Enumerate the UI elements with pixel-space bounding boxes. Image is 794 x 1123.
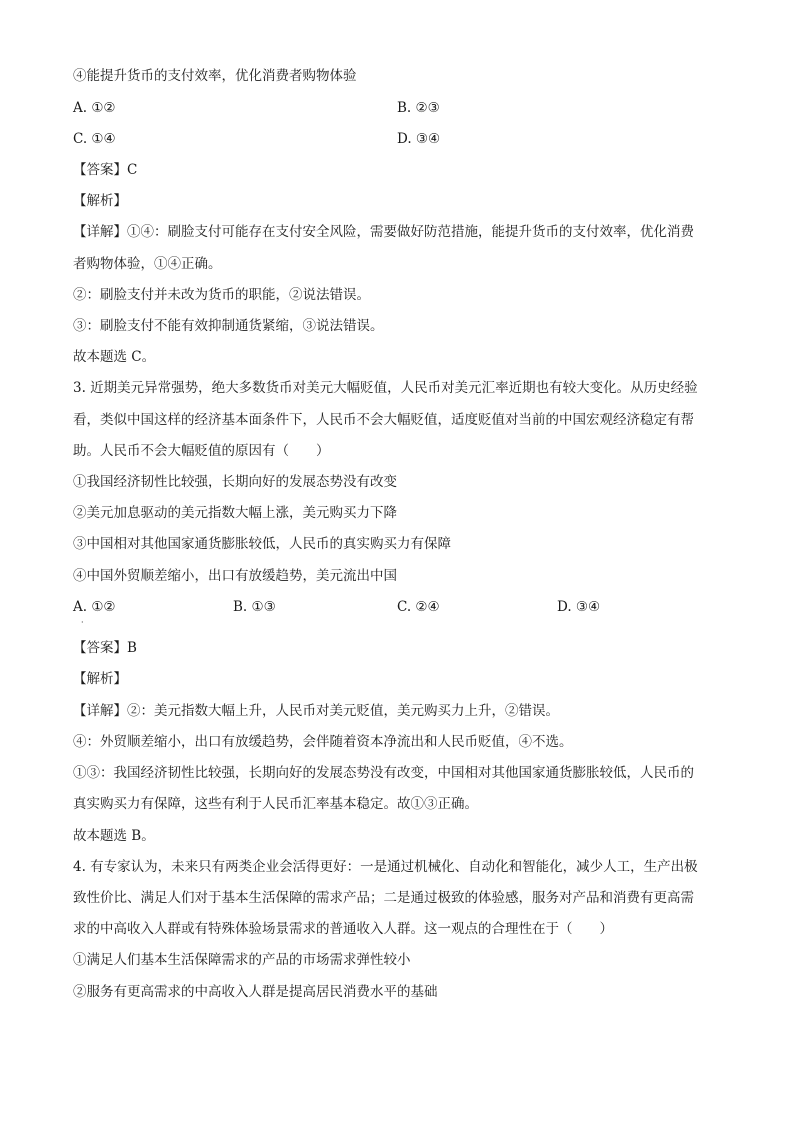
q4-stem-line-2: 致性价比、满足人们对于基本生活保障的需求产品；二是通过极致的体验感，服务对产品和消费有更高需 xyxy=(73,890,694,906)
q3-stem-line-1: 3. 近期美元异常强势，绝大多数货币对美元大幅贬值，人民币对美元汇率近期也有较大变化。从历史经验 xyxy=(73,380,698,396)
q3-option-4: ④中国外贸顺差缩小，出口有放缓趋势，美元流出中国 xyxy=(73,568,397,584)
q4-option-1: ①满足人们基本生活保障需求的产品的市场需求弹性较小 xyxy=(73,952,411,968)
q2-conclusion: 故本题选 C。 xyxy=(73,349,156,365)
q2-analysis-heading: 【解析】 xyxy=(73,193,127,209)
q2-choice-a: A. ①② xyxy=(73,100,116,116)
q3-analysis-heading: 【解析】 xyxy=(73,671,127,687)
q3-detail-line-1: 【详解】②：美元指数大幅上升，人民币对美元贬值，美元购买力上升，②错误。 xyxy=(73,703,559,719)
q3-detail-line-4: 真实购买力有保障，这些有利于人民币汇率基本稳定。故①③正确。 xyxy=(73,796,478,812)
q2-detail-line-3: ②：刷脸支付并未改为货币的职能，②说法错误。 xyxy=(73,287,370,303)
q3-stem-line-3: 助。人民币不会大幅贬值的原因有（ ） xyxy=(73,443,330,459)
q3-answer: 【答案】B xyxy=(73,640,137,656)
q3-choice-d: D. ③④ xyxy=(557,599,601,615)
stray-dot-mark: · xyxy=(81,618,84,627)
q2-choice-c: C. ①④ xyxy=(73,131,116,147)
q3-detail-line-3: ①③：我国经济韧性比较强，长期向好的发展态势没有改变，中国相对其他国家通货膨胀较低，人民币的 xyxy=(73,765,694,781)
q3-option-3: ③中国相对其他国家通货膨胀较低，人民币的真实购买力有保障 xyxy=(73,536,451,552)
q2-choice-d: D. ③④ xyxy=(397,131,441,147)
q3-choice-a: A. ①② xyxy=(73,599,116,615)
q4-option-2: ②服务有更高需求的中高收入人群是提高居民消费水平的基础 xyxy=(73,984,438,1000)
q3-option-1: ①我国经济韧性比较强，长期向好的发展态势没有改变 xyxy=(73,474,397,490)
q2-detail-line-1: 【详解】①④：刷脸支付可能存在支付安全风险，需要做好防范措施，能提升货币的支付效率，优化消费 xyxy=(73,224,694,240)
q2-choice-b: B. ②③ xyxy=(397,100,440,116)
q3-choice-b: B. ①③ xyxy=(233,599,276,615)
q3-option-2: ②美元加息驱动的美元指数大幅上涨，美元购买力下降 xyxy=(73,505,397,521)
q3-choice-c: C. ②④ xyxy=(397,599,440,615)
q3-detail-line-2: ④：外贸顺差缩小，出口有放缓趋势，会伴随着资本净流出和人民币贬值，④不选。 xyxy=(73,734,573,750)
q2-detail-line-4: ③：刷脸支付不能有效抑制通货紧缩，③说法错误。 xyxy=(73,318,384,334)
q2-option-4: ④能提升货币的支付效率，优化消费者购物体验 xyxy=(73,68,357,84)
q4-stem-line-1: 4. 有专家认为，未来只有两类企业会活得更好：一是通过机械化、自动化和智能化，减少人工，生产出极 xyxy=(73,859,698,875)
q4-stem-line-3: 求的中高收入人群或有特殊体验场景需求的普通收入人群。这一观点的合理性在于（ ） xyxy=(73,921,613,937)
q2-answer: 【答案】C xyxy=(73,162,138,178)
q2-detail-line-2: 者购物体验，①④正确。 xyxy=(73,256,222,272)
q3-conclusion: 故本题选 B。 xyxy=(73,828,155,844)
q3-stem-line-2: 看，类似中国这样的经济基本面条件下，人民币不会大幅贬值，适度贬值对当前的中国宏观经济稳定有帮 xyxy=(73,412,694,428)
